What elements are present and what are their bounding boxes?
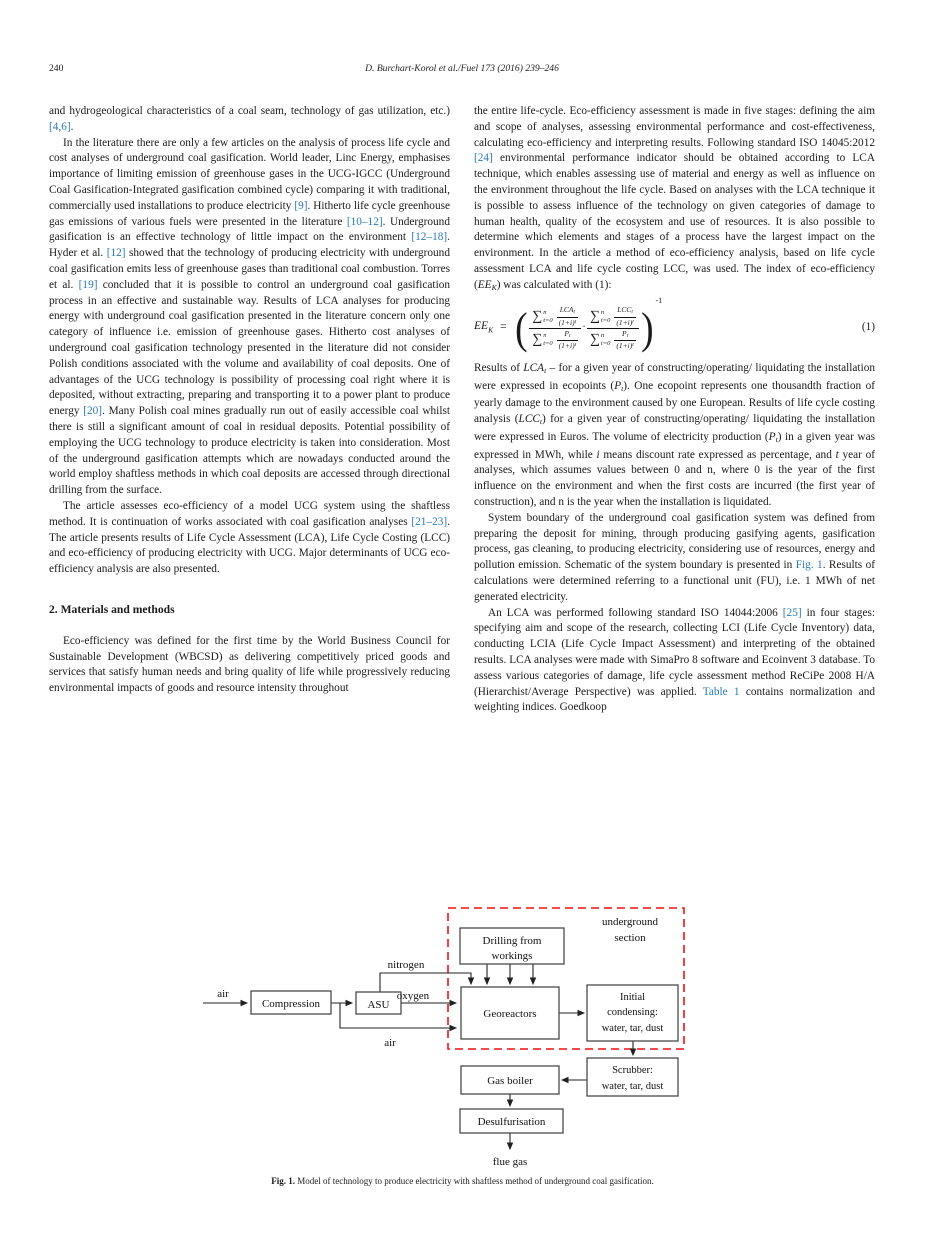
text-run: showed that the technology of producing electricity with underground coal gasification emits less of greenhouse gases than traditional coal combustion. Torres et al. (49, 247, 450, 291)
citation-link[interactable]: [21–23] (411, 515, 448, 528)
inner-fraction: $P_t$ $(1+i)^t$ (616, 328, 634, 350)
text-run: System boundary of the underground coal gasification system was defined from preparing the deposit for mining, through producing gasifying agents, gasification process, gas cleaning, to producing electricity, considering use of resources, energy and pollution emission. Schematic of the system boundary is presented in (474, 511, 875, 572)
text-run: Eco-efficiency was defined for the first time by the World Business Council for Sustainable Development (WBCSD) as delivering competitively priced goods and services that satisfy human needs and bring quality of life while progressively reducing environmental impacts of goods and resource intensity throughout (49, 634, 450, 695)
page-header (49, 0, 875, 78)
citation-link[interactable]: [12–18] (411, 231, 448, 244)
text-run: – for a given year of constructing/operating/ liquidating the installation were expressed in ecopoints ( (474, 362, 875, 392)
text-run: The article assesses eco-efficiency of a model UCG system using the shaftless method. It is continuation of works associated with coal gasification analyses (49, 499, 450, 528)
text-run: t (621, 383, 624, 393)
text-run: . The article presents results of Life Cycle Assessment (LCA), Life Cycle Costing (LCC) and eco-efficiency of producing electricity with UCG. Major determinants of UCG eco-efficiency analysis are also presented. (49, 515, 450, 576)
citation-link[interactable]: [12] (106, 247, 126, 260)
citation-link[interactable]: [4,6] (49, 120, 71, 133)
right-column (474, 104, 875, 878)
text-run: LCC (518, 413, 540, 426)
sum-symbol: ∑ n t=0 (532, 332, 553, 348)
sum-symbol: ∑ n t=0 (532, 308, 553, 324)
nitrogen-label: nitrogen (387, 959, 425, 971)
desulfurisation-label: Desulfurisation (477, 1116, 546, 1128)
equation-number: (1) (861, 321, 875, 334)
inner-fraction: $P_t$ $(1+i)^t$ (558, 328, 577, 350)
section-heading: 2. Materials and methods (49, 602, 175, 616)
text-run: contains normalization and weighting indices. Goedkoop (474, 685, 875, 714)
citation-link[interactable]: [24] (474, 152, 493, 165)
text-run: . Results of calculations were determined referring to a functional unit (FU), i.e. 1 MWh of net generated electricity. (474, 559, 875, 603)
text-run: ) in a given year was expressed in MWh, while (474, 430, 875, 461)
citation-link[interactable]: [25] (782, 606, 802, 619)
initial-condensing-line3: water, tar, dust (601, 1023, 664, 1034)
text-run: . Hitherto life cycle greenhouse gas emissions of various fuels were presented in the literature (49, 199, 451, 228)
figure-1 (0, 894, 925, 1186)
paragraph (49, 136, 450, 499)
paragraph (474, 104, 875, 295)
figure-caption-text: Model of technology to produce electricity with shaftless method of underground coal gasification. (295, 1176, 654, 1186)
text-run: . Underground gasification is an effective technology of little impact on the environment (49, 215, 450, 244)
multiplication-dot: · (582, 321, 586, 334)
sum-symbol: ∑ n t=0 (589, 308, 611, 324)
text-run: P (768, 430, 776, 443)
exponent: -1 (655, 295, 663, 305)
initial-condensing-line2: condensing: (607, 1007, 658, 1018)
paragraph (49, 634, 450, 697)
equation-lhs: $EE_K$ (474, 319, 494, 335)
text-run: In the literature there are only a few articles on the analysis of process life cycle and cost analyses of underground coal gasification. World leader, Linc Energy, emphasises importance of limiting emission of greenhouse gases in the UCG-IGCC (Underground Coal Gasification-Integrated gasification combined cycle) comparing it with traditional, commercially used installations to produce electricity (49, 136, 450, 212)
gas-boiler-label: Gas boiler (487, 1075, 533, 1087)
text-run: P (614, 379, 622, 392)
figure-caption-label: Fig. 1. (271, 1176, 295, 1186)
paragraph (474, 361, 875, 511)
text-run: and hydrogeological characteristics of a coal seam, technology of gas utilization, etc.) (49, 105, 450, 117)
asu-label: ASU (367, 999, 390, 1011)
text-run: . Hyder et al. (49, 231, 450, 260)
citation-link[interactable]: Fig. 1 (795, 559, 823, 572)
text-run: environmental performance indicator should be obtained according to LCA technique, which enables assessing use of material and energy as well as influence on the environment throughout the life cycle. Based on analyses with the LCA technique it is possible to assess influence of the technology on given categories of damage to human health, quality of the ecosystem and use of resources. It is also possible to determine which elements and stages of a process have the largest impact on the environment. In the article a method of eco-efficiency analysis, based on life cycle assessment LCA and life cycle costing LCC, was used. The index of eco-efficiency ( (474, 152, 875, 291)
air-inlet-label: air (217, 988, 229, 1000)
citation-link[interactable]: [20] (83, 405, 103, 418)
two-column-body (49, 104, 875, 878)
compression-label: Compression (261, 998, 321, 1010)
fraction-lcc (587, 305, 639, 351)
text-run: An LCA was performed following standard ISO 14044:2006 (488, 606, 783, 619)
inner-fraction: $LCC_t$ $(1+i)^t$ (616, 305, 634, 327)
left-column (49, 104, 450, 878)
citation-link[interactable]: Table 1 (702, 685, 740, 698)
fraction-lca (529, 305, 581, 351)
page-number: 240 (49, 63, 64, 74)
text-run: . Many Polish coal mines gradually run out of easily accessible coal whilst there is still a significant amount of coal in residual deposits. Potential possibility of employing the UCG technology to produce electricity is taken into consideration. Most of the underground gasification attempts which are nowadays conducted around the world employ shaftless methods in which coal deposits are accessed through directional drilling from the surface. (49, 405, 450, 497)
sum-symbol: ∑ n t=0 (589, 332, 611, 348)
text-run: t (544, 365, 547, 375)
text-run: t (775, 434, 778, 444)
figure-1-diagram (193, 894, 713, 1174)
text-run: t (835, 448, 839, 461)
text-run: ) for a given year of constructing/operating/ liquidating the installation were expressed in Euros. The volume of electricity production ( (474, 413, 875, 443)
initial-condensing-line1: Initial (619, 992, 646, 1003)
text-run: year of analyses, which assumes values between 0 and n, where 0 is the year of the first influence on the environment and when the first costs are incurred (the first year of construction), and n is the year when the installation is liquidated. (474, 448, 875, 509)
text-run: ). One ecopoint represents one thousandth fraction of yearly damage to the environment caused by one European. Results of life cycle costing analysis ( (474, 379, 875, 426)
paragraph (49, 499, 450, 578)
figure-caption (0, 1176, 925, 1186)
oxygen-label: oxygen (396, 990, 430, 1002)
right-paren-group: ) -1 (640, 310, 661, 347)
flue-gas-label: flue gas (492, 1156, 528, 1168)
running-head: D. Burchart-Korol et al./Fuel 173 (2016) 239–246 (365, 63, 559, 74)
text-run: t (539, 417, 543, 427)
georeactors-label: Georeactors (483, 1008, 537, 1020)
scrubber-label-line1: Scrubber: (612, 1065, 653, 1076)
paragraph (474, 606, 875, 717)
citation-link[interactable]: [10–12] (346, 215, 383, 228)
air-lower-label: air (384, 1037, 396, 1049)
text-run: . (70, 120, 74, 133)
text-run: K (491, 282, 497, 292)
text-run: means discount rate expressed as percentage, and (599, 448, 836, 461)
citation-link[interactable]: [9] (294, 199, 308, 212)
paragraph (49, 104, 450, 136)
text-run: LCA (523, 362, 545, 375)
text-run: i (596, 448, 600, 461)
paragraph (474, 511, 875, 606)
drilling-label-line1: Drilling from (482, 935, 542, 947)
scrubber-label-line2: water, tar, dust (601, 1081, 664, 1092)
text-run: Results of (474, 362, 524, 375)
boundary-label-line2: section (614, 932, 646, 944)
equation-1 (474, 295, 875, 353)
text-run: the entire life-cycle. Eco-efficiency assessment is made in five stages: defining the aim and scope of analyses, assessing environmental performance and cost-effectiveness, calculating eco-efficiency and interpreting results. Following standard ISO 14045:2012 (474, 105, 875, 149)
text-run: EE (477, 278, 492, 291)
drilling-label-line2: workings (491, 950, 533, 962)
citation-link[interactable]: [19] (78, 278, 98, 291)
equals-sign: = (500, 321, 507, 334)
boundary-label-line1: underground (601, 916, 659, 928)
text-run: concluded that it is possible to control an underground coal gasification process in an effective and sustainable way. Results of LCA analyses for producing energy with underground coal gasification presented in the literature concern only one category of influence i.e. emission of greenhouse gases. Hitherto cost analyses of underground coal gasification technology presented in the literature did not consider Polish conditions associated with the volume and availability of coal deposits. One of advantages of the UCG technology is possibility of processing coal right where it is deposited, without extracting, preparing and transporting it to a power plant to produce energy (49, 278, 451, 418)
text-run: in four stages: specifying aim and scope of the research, collecting LCI (Life Cycle Inventory) data, conducting LCIA (Life Cycle Impact Assessment) and interpreting of the obtained results. LCA analyses were made with SimaPro 8 software and Ecoinvent 3 database. To assess various categories of damage, life cycle assessment method ReCiPe 2008 H/A (Hierarchist/Average Perspective) was applied. (474, 606, 875, 698)
inner-fraction: $LCA_t$ $(1+i)^t$ (558, 305, 577, 327)
left-paren: ( (514, 303, 528, 353)
text-run: ) was calculated with (1): (496, 278, 612, 291)
